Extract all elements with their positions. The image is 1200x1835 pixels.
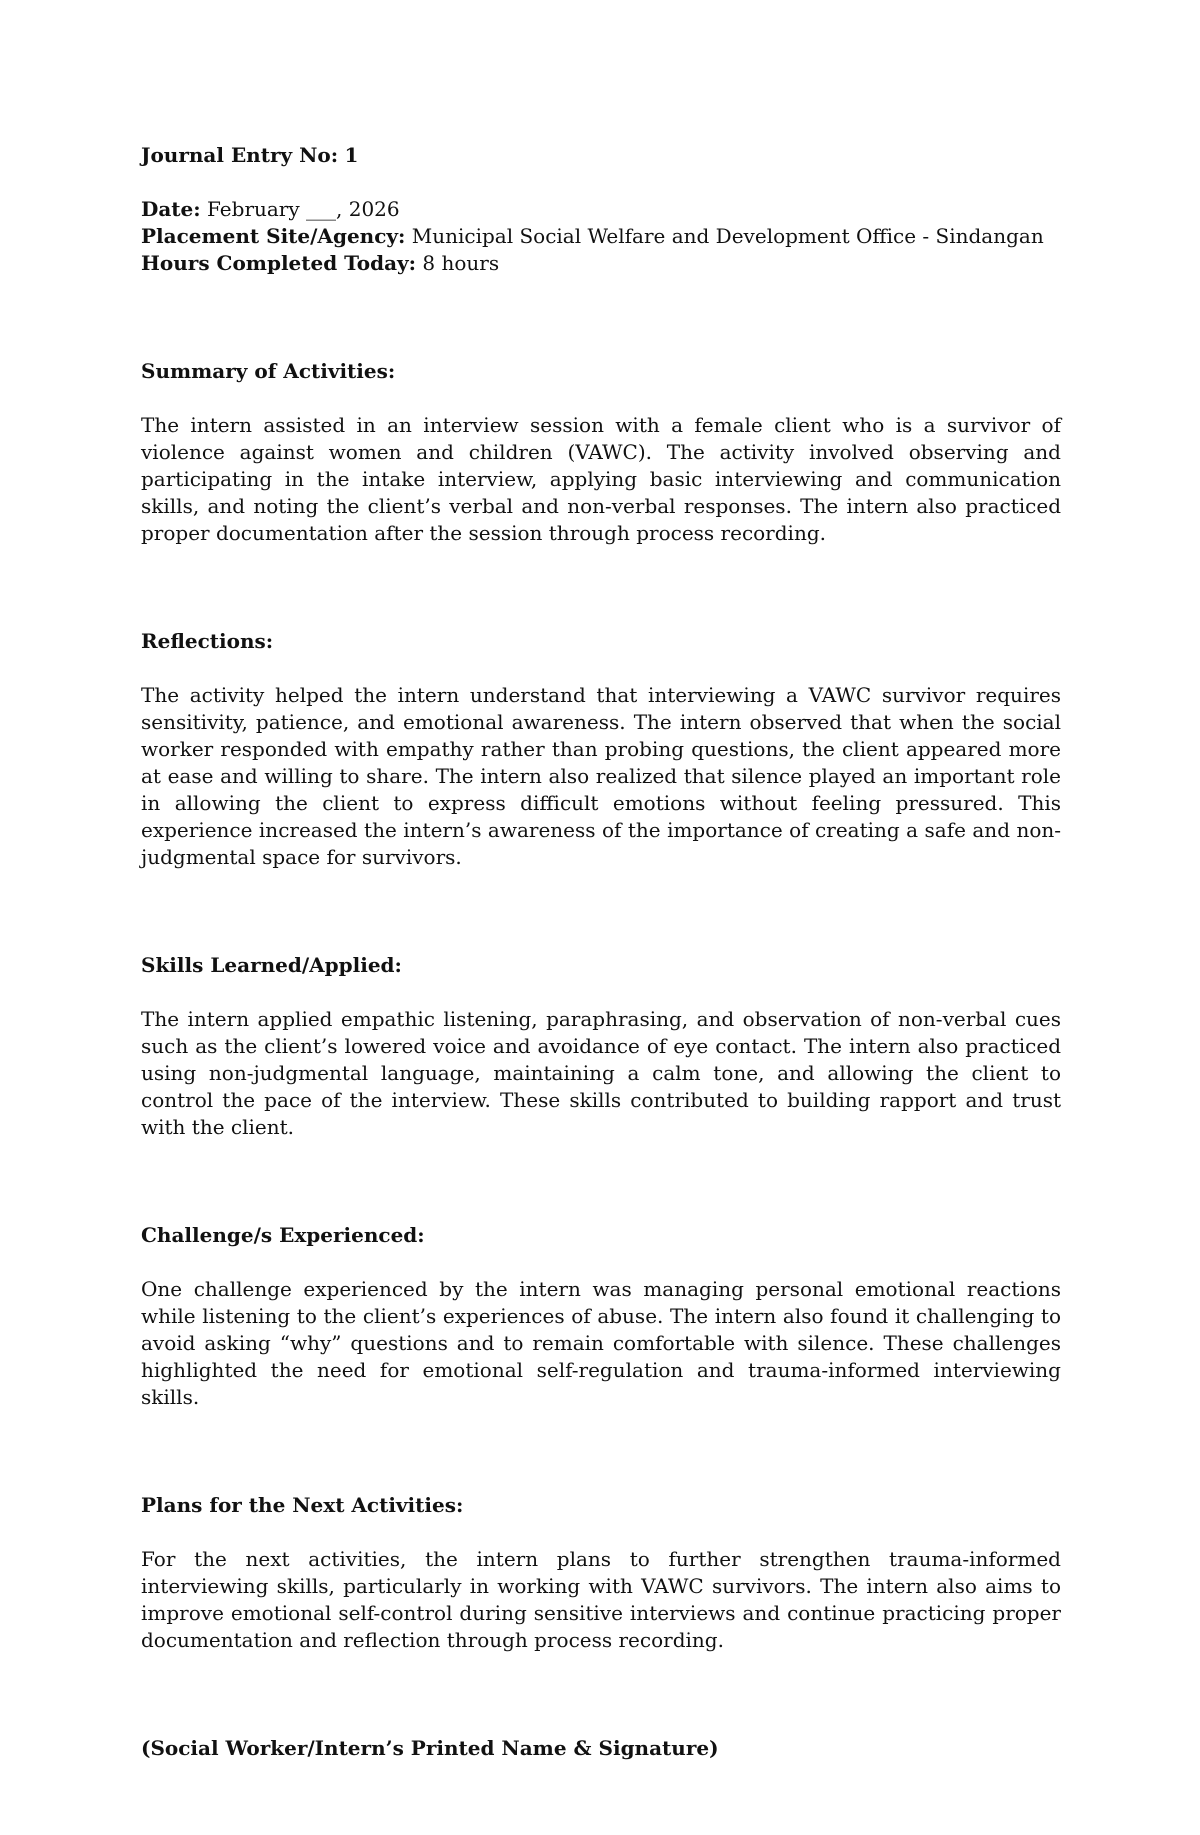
section-heading-plans: Plans for the Next Activities: — [141, 1493, 464, 1517]
section-heading-skills: Skills Learned/Applied: — [141, 953, 402, 977]
section-body-plans: For the next activities, the intern plans to further strengthen trauma-informed interviewing skills, particularly in working with VAWC survivors. The intern also aims to improve emotional self-control during sensitive interviews and continue practicing proper documentation and reflection through process recording. — [141, 1547, 1061, 1652]
section-heading-summary: Summary of Activities: — [141, 359, 396, 383]
hours-line — [141, 250, 1061, 277]
journal-entry-number — [141, 142, 1061, 169]
hours-label: Hours Completed Today: — [141, 251, 417, 275]
date-value: February ___, 2026 — [207, 197, 400, 221]
placement-site-line — [141, 223, 1061, 250]
date-label: Date: — [141, 197, 201, 221]
date-line — [141, 196, 1061, 223]
section-body-challenges: One challenge experienced by the intern was managing personal emotional reactions while listening to the client’s experiences of abuse. The intern also found it challenging to avoid asking “why” questions and to remain comfortable with silence. These challenges highlighted the need for emotional self-regulation and trauma-informed interviewing skills. — [141, 1277, 1061, 1409]
journal-page — [141, 142, 1061, 1762]
entry-value: 1 — [344, 143, 359, 167]
placement-site-label: Placement Site/Agency: — [141, 224, 406, 248]
hours-value: 8 hours — [422, 251, 500, 275]
section-body-summary: The intern assisted in an interview session with a female client who is a survivor of violence against women and children (VAWC). The activity involved observing and participating in the intake interview, applying basic interviewing and communication skills, and noting the client’s verbal and non-verbal responses. The intern also practiced proper documentation after the session through process recording. — [141, 413, 1061, 545]
section-heading-reflections: Reflections: — [141, 629, 274, 653]
entry-label: Journal Entry No: — [141, 143, 339, 167]
signature-line: (Social Worker/Intern’s Printed Name & Signature) — [141, 1736, 719, 1760]
section-body-skills: The intern applied empathic listening, paraphrasing, and observation of non-verbal cues such as the client’s lowered voice and avoidance of eye contact. The intern also practiced using non-judgmental language, maintaining a calm tone, and allowing the client to control the pace of the interview. These skills contributed to building rapport and trust with the client. — [141, 1007, 1061, 1139]
section-heading-challenges: Challenge/s Experienced: — [141, 1223, 425, 1247]
placement-site-value: Municipal Social Welfare and Development Office - Sindangan — [411, 224, 1044, 248]
section-body-reflections: The activity helped the intern understand that interviewing a VAWC survivor requires sensitivity, patience, and emotional awareness. The intern observed that when the social worker responded with empathy rather than probing questions, the client appeared more at ease and willing to share. The intern also realized that silence played an important role in allowing the client to express difficult emotions without feeling pressured. This experience increased the intern’s awareness of the importance of creating a safe and non-judgmental space for survivors. — [141, 683, 1061, 869]
